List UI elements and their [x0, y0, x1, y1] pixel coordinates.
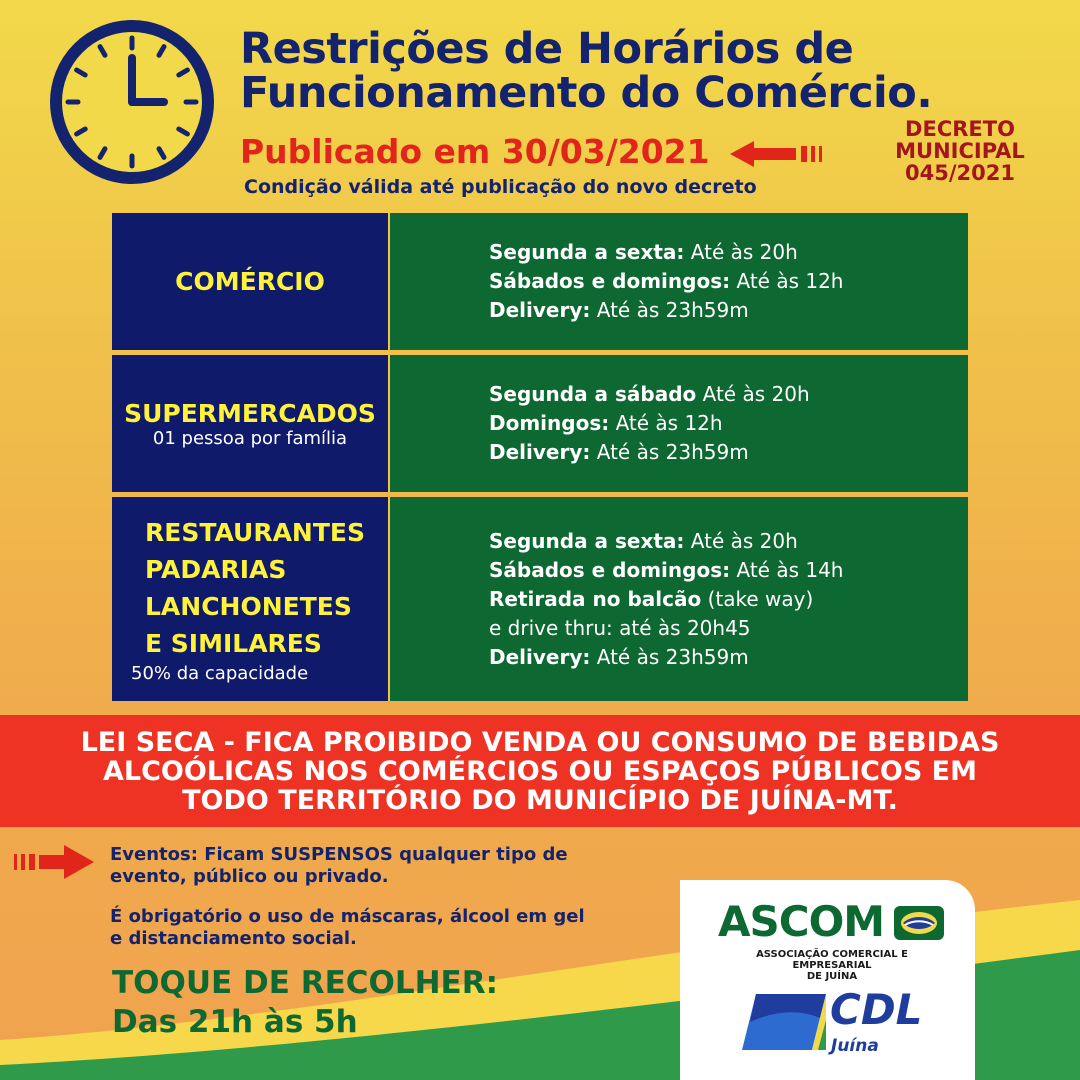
decree-label	[860, 118, 1060, 184]
hours-line: Sábados e domingos: Até às 12h	[489, 269, 844, 293]
hours-cell	[390, 355, 968, 492]
cdl-city-text: Juína	[831, 1036, 879, 1056]
arrow-right-icon	[14, 843, 94, 881]
hours-line: Sábados e domingos: Até às 14h	[489, 557, 844, 582]
decree-line: 045/2021	[905, 161, 1015, 185]
ascom-subtitle-line: DE JUÍNA	[806, 971, 858, 982]
condition-text: Condição válida até publicação do novo decreto	[244, 176, 757, 198]
hours-line: Segunda a sexta: Até às 20h	[489, 528, 798, 553]
cdl-logo-text: CDL	[830, 985, 923, 1034]
schedule-row-comercio	[112, 213, 968, 350]
hours-line: Retirada no balcão (take way)	[489, 586, 814, 611]
category-name: SUPERMERCADOS	[124, 399, 376, 428]
lei-seca-line: ALCOÓLICAS NOS COMÉRCIOS OU ESPAÇOS PÚBLICOS EM	[102, 755, 977, 787]
hours-cell	[390, 213, 968, 350]
title-line-2: Funcionamento do Comércio.	[240, 68, 933, 118]
curfew-title: TOQUE DE RECOLHER:	[112, 965, 498, 1001]
category-note: 01 pessoa por família	[152, 428, 348, 449]
category-cell	[112, 213, 388, 350]
hours-line: Segunda a sábado Até às 20h	[489, 382, 810, 406]
masks-notice	[110, 906, 630, 950]
category-name: LANCHONETES	[145, 592, 352, 621]
arrow-left-icon	[730, 139, 826, 169]
ascom-subtitle-line: ASSOCIAÇÃO COMERCIAL E EMPRESARIAL	[756, 949, 908, 971]
lei-seca-line: TODO TERRITÓRIO DO MUNICÍPIO DE JUÍNA-MT.	[182, 784, 898, 816]
ascom-logo-text: ASCOM	[718, 897, 885, 946]
title-line-1: Restrições de Horários de	[240, 24, 854, 74]
hours-line: Segunda a sexta: Até às 20h	[489, 240, 798, 264]
events-line: evento, público ou privado.	[110, 866, 389, 887]
category-name: COMÉRCIO	[175, 267, 325, 296]
events-notice	[110, 844, 590, 888]
ascom-emblem-icon	[893, 905, 945, 941]
masks-line: É obrigatório o uso de máscaras, álcool em gel	[110, 906, 585, 927]
hours-line: Domingos: Até às 12h	[489, 411, 723, 435]
lei-seca-banner	[0, 715, 1080, 827]
schedule-row-restaurantes	[112, 497, 968, 701]
decree-line: MUNICIPAL	[895, 139, 1025, 163]
category-name: PADARIAS	[145, 555, 287, 584]
masks-line: e distanciamento social.	[110, 928, 357, 949]
ascom-subtitle	[716, 949, 948, 982]
category-note: 50% da capacidade	[131, 663, 309, 684]
lei-seca-line: LEI SECA - FICA PROIBIDO VENDA OU CONSUMO DE BEBIDAS	[80, 726, 1000, 758]
cdl-emblem-icon	[742, 990, 826, 1054]
curfew-hours: Das 21h às 5h	[112, 1004, 358, 1040]
hours-line: Delivery: Até às 23h59m	[489, 440, 749, 464]
decree-line: DECRETO	[905, 117, 1015, 141]
hours-line: Delivery: Até às 23h59m	[489, 298, 749, 322]
clock-icon	[48, 18, 216, 186]
events-line: Eventos: Ficam SUSPENSOS qualquer tipo de	[110, 844, 568, 865]
hours-cell	[390, 497, 968, 701]
hours-line: Delivery: Até às 23h59m	[489, 644, 749, 669]
category-name: E SIMILARES	[145, 629, 322, 658]
category-cell	[112, 497, 388, 701]
schedule-row-supermercados	[112, 355, 968, 492]
category-cell	[112, 355, 388, 492]
published-date: Publicado em 30/03/2021	[240, 132, 710, 171]
hours-line: e drive thru: até às 20h45	[489, 615, 751, 640]
category-name: RESTAURANTES	[145, 518, 365, 547]
